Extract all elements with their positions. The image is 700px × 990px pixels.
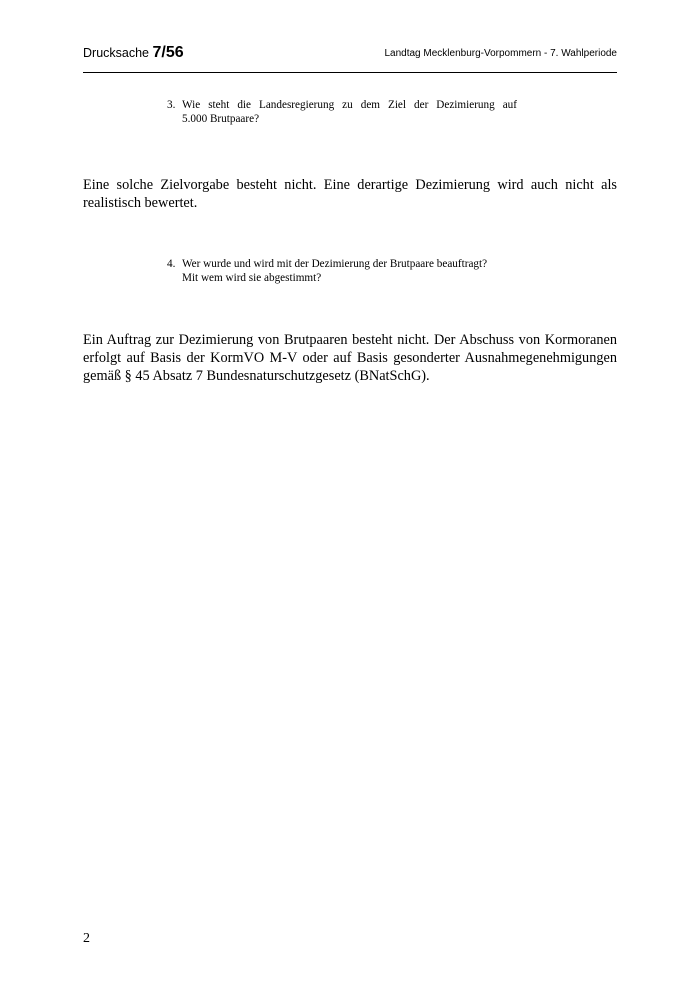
question-text: [182, 99, 517, 126]
question-line: Wer wurde und wird mit der Dezimierung der Brutpaare beauftragt?: [182, 258, 488, 270]
question-3: [167, 99, 517, 129]
document-number: 7/56: [152, 44, 184, 61]
question-line: 5.000 Brutpaare?: [182, 112, 260, 125]
document-reference: [83, 44, 184, 62]
page-header: [83, 42, 617, 68]
parliament-period: Landtag Mecklenburg-Vorpommern - 7. Wahlperiode: [384, 48, 617, 59]
document-label: Drucksache: [83, 46, 153, 60]
question-4: [167, 258, 517, 288]
question-text: [182, 258, 517, 285]
answer-4: Ein Auftrag zur Dezimierung von Brutpaaren besteht nicht. Der Abschuss von Kormoranen erfolgt auf Basis der KormVO M-V oder auf Basis gesonderter Ausnahmegenehmigungen gemäß § 45 Absatz 7 Bundesnaturschutzgesetz (BNatSchG).: [83, 332, 617, 384]
question-line: Wie steht die Landesregierung zu dem Ziel der Dezimierung auf: [182, 99, 517, 111]
question-number: 3.: [167, 99, 176, 111]
answer-3: Eine solche Zielvorgabe besteht nicht. Eine derartige Dezimierung wird auch nicht als realistisch bewertet.: [83, 177, 617, 211]
page-number: 2: [83, 931, 90, 946]
question-number: 4.: [167, 258, 176, 270]
header-divider: [83, 72, 617, 73]
question-line: Mit wem wird sie abgestimmt?: [182, 271, 322, 284]
